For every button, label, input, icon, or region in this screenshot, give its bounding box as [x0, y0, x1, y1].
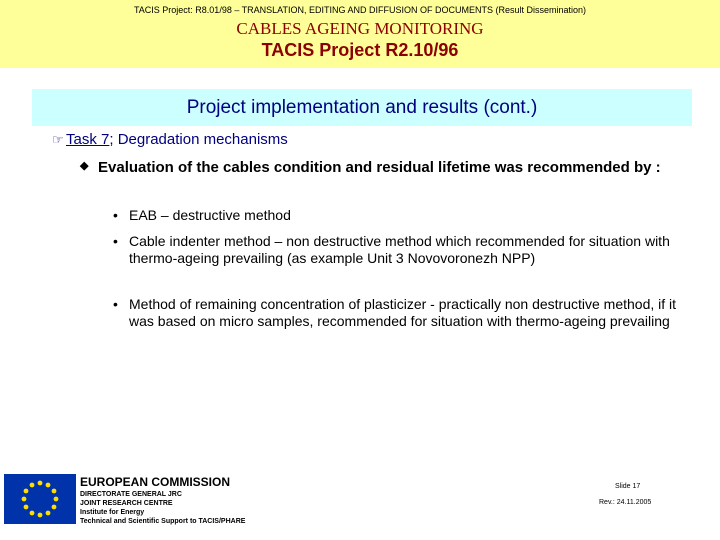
- dot-bullet-icon: •: [113, 296, 118, 312]
- pointing-hand-icon: ☞: [52, 132, 64, 147]
- diamond-bullet-icon: ◆: [80, 160, 89, 172]
- main-title: CABLES AGEING MONITORING: [236, 19, 484, 38]
- dot-bullet-icon: •: [113, 233, 118, 249]
- list-item: [113, 233, 683, 267]
- org-line: DIRECTORATE GENERAL JRC: [80, 491, 182, 498]
- revision-date: Rev.: 24.11.2005: [599, 499, 652, 506]
- evaluation-bullet: [80, 158, 680, 177]
- section-banner: [32, 89, 692, 126]
- header-band: [0, 0, 720, 68]
- task-rest: ; Degradation mechanisms: [109, 131, 288, 148]
- list-item-text: Method of remaining concentration of plasticizer - practically non destructive method, if it was based on micro samples, recommended for situation with thermo-ageing prevailing: [129, 296, 677, 329]
- task-link[interactable]: Task 7: [66, 131, 110, 148]
- list-item-text: Cable indenter method – non destructive method which recommended for situation with thermo-ageing prevailing (as example Unit 3 Novovoronezh NPP): [129, 233, 670, 266]
- section-title: Project implementation and results (cont.): [186, 97, 538, 118]
- dot-bullet-icon: •: [113, 207, 118, 223]
- project-line: TACIS Project: R8.01/98 – TRANSLATION, EDITING AND DIFFUSION OF DOCUMENTS (Result Dissemination): [133, 5, 587, 15]
- org-line: Technical and Scientific Support to TACIS/PHARE: [80, 518, 246, 525]
- eu-stars-icon: [4, 474, 76, 524]
- evaluation-text: Evaluation of the cables condition and residual lifetime was recommended by :: [98, 159, 661, 176]
- org-line: Institute for Energy: [80, 509, 145, 516]
- eu-flag-icon: [4, 474, 76, 524]
- org-name: EUROPEAN COMMISSION: [80, 475, 231, 489]
- list-item: [113, 296, 683, 330]
- task-text: [66, 131, 288, 148]
- list-item-text: EAB – destructive method: [129, 207, 291, 223]
- sub-title: TACIS Project R2.10/96: [261, 40, 459, 60]
- list-item: [113, 207, 683, 224]
- slide-number: Slide 17: [615, 483, 641, 490]
- org-line: JOINT RESEARCH CENTRE: [80, 500, 173, 507]
- footer-organisation: [80, 475, 245, 526]
